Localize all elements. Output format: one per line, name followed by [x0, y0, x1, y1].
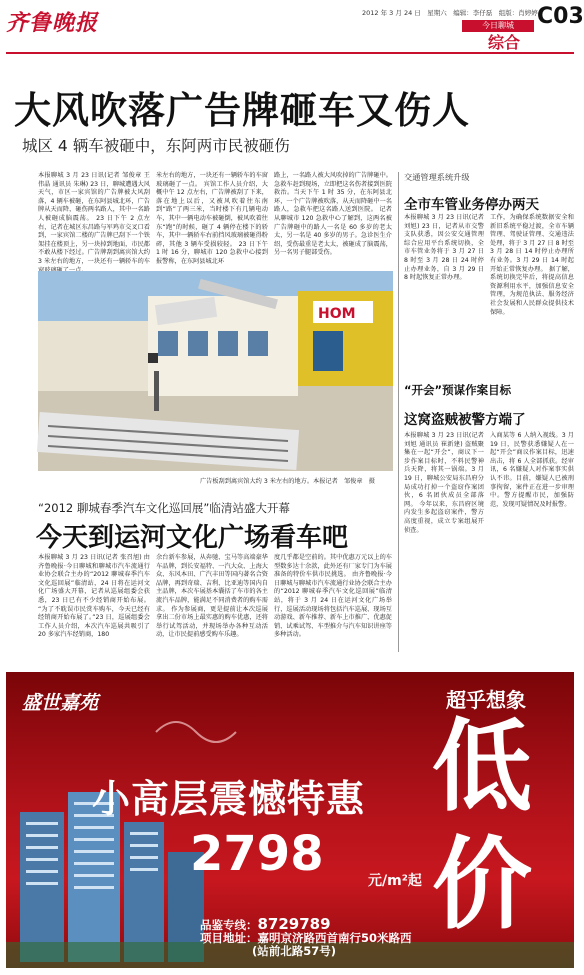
story2-column-2: 入商某等 6 人纳入视线。3 月 19 日，民警获悉嫌疑人在一起“开会”商议作案目标，迅速出击，将 6 人全部抓获。经审讯，6 名嫌疑人对作案事实供认不讳。目前，嫌疑人已被刑事拘留，案件正在进一步审理中。警方提醒市民，加强防范，发现可疑情况及时报警。: [490, 432, 574, 508]
photo-caption: 广告板刮到离宾馆大约 3 米左右的地方。本报记者 邹俊章 摄: [200, 478, 375, 485]
story1-title: 全市车管业务停办两天: [404, 197, 539, 213]
story2-title: 这窝盗贼被警方端了: [404, 412, 526, 428]
hotline-number: 8729789: [257, 915, 331, 933]
address-label: 项目地址：: [200, 931, 258, 945]
section-title: 综合: [488, 33, 521, 52]
lead-subhead: 城区 4 辆车被砸中，东阿两市民被砸伤: [22, 137, 290, 155]
story2-kicker: “开会”预谋作案目标: [404, 383, 512, 397]
ad-headline: 小高层震憾特惠: [92, 777, 366, 821]
date-line: 2012 年 3 月 24 日 星期六 编辑：李仔磊 组版：肖婷婷: [362, 9, 538, 17]
ad-price-unit: 元/m²起: [368, 873, 422, 889]
address-note: (站前北路57号): [252, 944, 337, 958]
address-text: 嘉明京济路西首南行50米路西: [257, 931, 412, 945]
feature-column-1: 本报聊城 3 月 23 日讯(记者 张召旭) 由齐鲁晚报·今日聊城和聊城市汽车流通行业协会联合主办的“2012 聊城春季汽车文化巡回展”临清站，24 日将在运河文化广场盛大开幕，记者从巡展组委会获悉，23 日已有不少经销商开始布展。 “为了不耽误市民赏车购车，今天已经有经销商开始布展了。”23 日，巡展组委会工作人员介绍，本次汽车巡展共吸引了 20 多家汽车经销商，180: [38, 554, 150, 639]
feature-headline: 今天到运河文化广场看车吧: [36, 523, 349, 553]
story2-column-1: 本报聊城 3 月 23 日讯(记者 刘旭 通讯员 崔新建) 盗贼聚集在一起“开会”，商议下一步作案目标时，不料民警神兵天降，将其一锅端。3 月 19 日，聊城公安局东昌府分局成功打掉一个盗窃作案团伙，6 名团伙成员全部落网。 今年以来，东昌府区境内发生多起盗窃案件，警方高度重视，成立专案组展开侦查。: [404, 432, 484, 534]
header-divider: [6, 52, 574, 54]
news-photo: [38, 271, 393, 471]
column-divider: [398, 172, 399, 652]
ad-top-slogan: 超乎想象: [446, 688, 526, 712]
hotline-label: 品鉴专线：: [200, 918, 258, 932]
ad-contact: [200, 915, 412, 958]
lead-column-1: 本报聊城 3 月 23 日讯(记者 邹俊章 王伟晶 通讯员 朱琳) 23 日，聊城遭遇大风天气，市区一家宾馆的广告牌被大风刮落，4 辆车被砸，在东阿县城北环，广告牌从天而降，砸伤两名路人，其中一名路人被砸成脑震荡。 23 日下午 2 点左右，记者在城区东昌路与军鸡市交叉口看到，一家宾馆二楼的广告牌已刮下一个铁架挂在楼顶上，另一块掉到地面，市民都不敢从楼下经过。广告牌刮到离宾馆大约 3 米左右的地方，一块还有一辆轿车的车: [38, 172, 150, 265]
edition-tag: 今日聊城: [462, 20, 534, 32]
story1-column-2: 工作，为确保系统数据安全和新旧系统平稳过渡，全市车辆管理、驾驶证管理、交通违法处理，将于 3 月 27 日 8 时至 3 月 28 日 14 时停止办理所有业务。3 月 29 日 14 时起开始正常恢复办理。 据了解，系统切换完毕后，将提高信息资源利用水平，加强信息安全管理，为规范执法、服务经济社会发展和人民群众提供技术保障。: [490, 214, 574, 316]
lead-column-2: 米左右的地方，一块还有一辆轿车的车窗玻璃砸了一点。 宾馆工作人员介绍，大概中午 12 点左右，广告牌被刮了下来，落在地上以后，又被风吹着往东南到“路”了两三米，当时楼下有几辆电动车，其中一辆电动车被砸倒，被风吹着往东“跑”的时候，砸了 4 辆停在楼下的轿车，其中一辆轿车右前挡风玻璃被砸得粉碎，其他 3 辆车受损较轻。 23 日下午 1 时 16 分，聊城市 120 急救中心接到报警称，在东阿县城北环: [156, 172, 268, 265]
ad-big-low-price: 低价: [432, 708, 532, 943]
feature-column-2: 余台新车参展，从奔驰、宝马等高端豪华车品牌，到长安福特、一汽大众、上海大众、东风本田、广汽丰田等国内著名合资品牌，再到奇瑞、吉利、比亚迪等国内自主品牌，本次车展基本囊括了车市的各主流汽车品牌，能满足不同消费者的购车需求。 作为参展商，更是提前让本次巡展拿出二份市场上最实惠的购车优惠，还将举行试驾活动，并现场举办各种互动活动，让市民提前感受购车乐趣。: [156, 554, 268, 639]
feature-kicker: “2012 聊城春季汽车文化巡回展”临清站盛大开幕: [38, 501, 290, 515]
newspaper-logo: 齐鲁晚报: [6, 10, 99, 36]
lead-headline: 大风吹落广告牌砸车又伤人: [14, 89, 470, 132]
sidebar-story2-head: [404, 382, 574, 428]
sidebar: [404, 172, 574, 213]
page-number: C03: [537, 4, 584, 29]
hotel-scene-illustration: [38, 271, 393, 471]
story1-column-1: 本报聊城 3 月 23 日讯(记者 刘旭) 23 日，记者从市交警支队获悉，因公安交通管理综合应用平台系统切换，全市车管业务将于 3 月 27 日 8 时至 3 月 28 日 24 时停止办理业务，自 3 月 29 日 8 时起恢复正常办理。: [404, 214, 484, 282]
ad-brand: 盛世嘉苑: [22, 692, 99, 714]
photo-sign-text: HOM: [318, 306, 356, 322]
lead-column-3: 路上，一名路人被大风吹掉的广告牌砸中。急救车赶到现场，立即把这名伤者接到医院救治。当天下午 1 时 35 分，在东阿县北环，一个广告牌被吹落，从天而降砸中一名路人，急救车把这名路人送到医院。 记者从聊城市 120 急救中心了解到，这两名被广告牌砸中的路人一名是 60 多岁的老太太，另一名是 40 多岁的男子。急诊医生介绍，受伤最重是老太太，被砸成了脑震荡，另一名男子腿部受伤。: [274, 172, 392, 257]
ad-price: 2798: [190, 826, 324, 882]
story1-kicker: 交通管理系统升级: [404, 172, 470, 182]
feature-column-3: 度几乎都是空前的。其中优惠万元以上的车型数多达十余款，此外还有厂家专门为车展准备的特价车供市民挑选。 由齐鲁晚报·今日聊城与聊城市汽车流通行业协会联合主办的“2012 聊城春季汽车文化巡回展”临清站，将于 3 月 24 日在运河文化广场举行，巡展活动现场将包括汽车巡展、现场互动游戏、新车推荐、新车上市推广、优惠促销、试乘试驾、车型推介与汽车知识讲座等多种活动。: [274, 554, 392, 639]
